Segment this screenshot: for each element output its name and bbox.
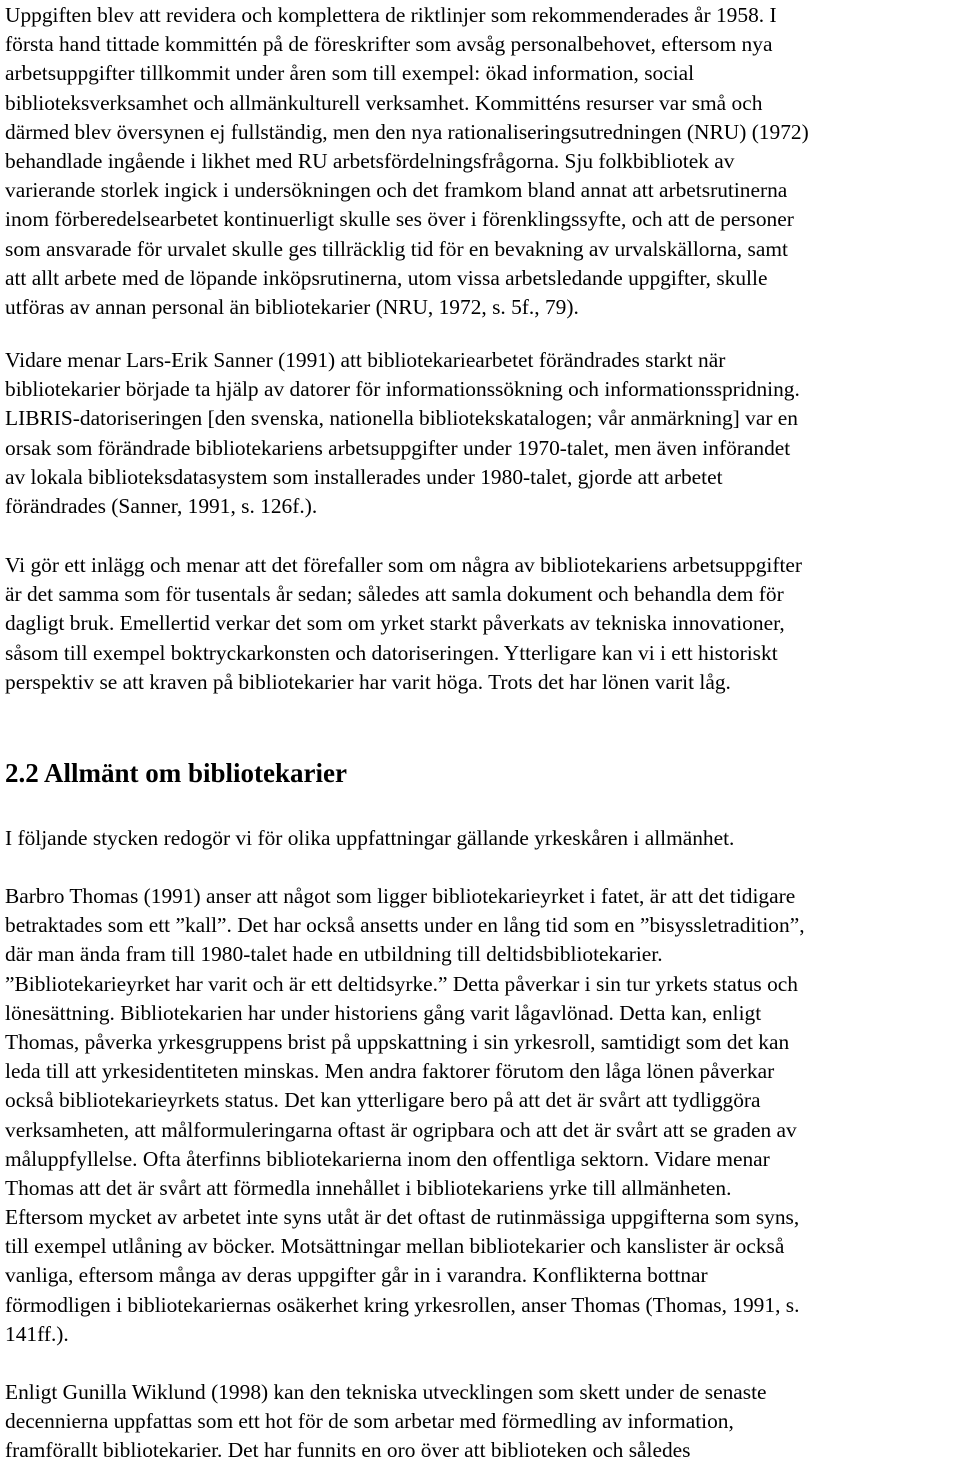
text-line: perspektiv se att kraven på bibliotekarier har varit höga. Trots det har lönen varit låg. — [5, 669, 731, 694]
text-line: första hand tittade kommittén på de föreskrifter som avsåg personalbehovet, eftersom nya — [5, 32, 773, 57]
text-line: dagligt bruk. Emellertid verkar det som om yrket starkt påverkats av tekniska innovationer, — [5, 611, 785, 636]
text-line: inom förberedelsearbetet kontinuerligt skulle ses över i förenklingssyfte, och att de personer — [5, 207, 794, 232]
paragraph-sanner — [5, 346, 955, 521]
text-line: varierande storlek ingick i undersökningen och det framkom bland annat att arbetsrutinerna — [5, 178, 788, 203]
text-line: måluppfyllelse. Ofta återfinns bibliotekarierna inom den offentliga sektorn. Vidare menar — [5, 1146, 770, 1171]
text-line: LIBRIS-datoriseringen [den svenska, nationella bibliotekskatalogen; vår anmärkning] var en — [5, 406, 798, 431]
text-line: 141ff.). — [5, 1321, 69, 1346]
text-line: är det samma som för tusentals år sedan; således att samla dokument och behandla dem för — [5, 582, 784, 607]
paragraph-wiklund — [5, 1378, 955, 1464]
text-line: därmed blev översynen ej fullständig, men den nya rationaliseringsutredningen (NRU) (1972) — [5, 119, 809, 144]
text-line: biblioteksverksamhet och allmänkulturell verksamhet. Kommitténs resurser var små och — [5, 90, 763, 115]
text-line: arbetsuppgifter tillkommit under åren som till exempel: ökad information, social — [5, 61, 695, 86]
text-line: Thomas, påverka yrkesgruppens brist på uppskattning i sin yrkesroll, samtidigt som det kan — [5, 1029, 790, 1054]
text-line: behandlade ingående i likhet med RU arbetsfördelningsfrågorna. Sju folkbibliotek av — [5, 148, 735, 173]
text-line: såsom till exempel boktryckarkonsten och datoriseringen. Ytterligare kan vi i ett historiskt — [5, 640, 778, 665]
text-line: att allt arbete med de löpande inköpsrutinerna, utom vissa arbetsledande uppgifter, skulle — [5, 265, 768, 290]
paragraph-revision-guidelines — [5, 1, 955, 322]
paragraph-thomas — [5, 882, 955, 1349]
text-line: som ansvarade för urvalet skulle ges tillräcklig tid för en bevakning av urvalskällorna, samt — [5, 236, 788, 261]
text-line: ”Bibliotekarieyrket har varit och är ett deltidsyrke.” Detta påverkar i sin tur yrkets status och — [5, 971, 798, 996]
text-line: Barbro Thomas (1991) anser att något som ligger bibliotekarieyrket i fatet, är att det tidigare — [5, 884, 796, 908]
text-line: I följande stycken redogör vi för olika uppfattningar gällande yrkeskåren i allmänhet. — [5, 826, 735, 850]
paragraph-our-view — [5, 551, 955, 697]
text-line: orsak som förändrade bibliotekariens arbetsuppgifter under 1970-talet, men även införandet — [5, 435, 791, 460]
text-line: betraktades som ett ”kall”. Det har också ansetts under en lång tid som en ”bisyssletradition”, — [5, 913, 805, 938]
text-line: Enligt Gunilla Wiklund (1998) kan den tekniska utvecklingen som skett under de senaste — [5, 1380, 767, 1404]
text-line: bibliotekarier började ta hjälp av datorer för informationssökning och informationsspridning. — [5, 377, 800, 402]
text-line: förändrades (Sanner, 1991, s. 126f.). — [5, 493, 318, 518]
text-line: utföras av annan personal än bibliotekarier (NRU, 1972, s. 5f., 79). — [5, 294, 579, 319]
section-heading: 2.2 Allmänt om bibliotekarier — [5, 758, 347, 788]
paragraph-section-intro — [5, 824, 955, 853]
text-line: decennierna uppfattas som ett hot för de som arbetar med förmedling av information, — [5, 1409, 734, 1434]
text-line: Thomas att det är svårt att förmedla innehållet i bibliotekariens yrke till allmänheten. — [5, 1175, 732, 1200]
text-line: verksamheten, att målformuleringarna oftast är ogripbara och att det är svårt att se graden av — [5, 1117, 797, 1142]
text-line: framförallt bibliotekarier. Det har funnits en oro över att biblioteken och således — [5, 1438, 691, 1463]
text-line: också bibliotekarieyrkets status. Det kan ytterligare bero på att det är svårt att tydliggöra — [5, 1088, 761, 1113]
text-line: till exempel utlåning av böcker. Motsättningar mellan bibliotekarier och kanslister är också — [5, 1234, 785, 1259]
text-line: Vidare menar Lars-Erik Sanner (1991) att bibliotekariearbetet förändrades starkt när — [5, 348, 726, 372]
text-line: där man ända fram till 1980-talet hade en utbildning till deltidsbibliotekarier. — [5, 942, 663, 967]
text-line: leda till att yrkesidentiteten minskas. Men andra faktorer förutom den låga lönen påverkar — [5, 1059, 775, 1084]
text-line: lönesättning. Bibliotekarien har under historiens gång varit lågavlönad. Detta kan, enligt — [5, 1000, 762, 1025]
text-line: Vi gör ett inlägg och menar att det förefaller som om några av bibliotekariens arbetsuppgifter — [5, 553, 803, 577]
text-line: Uppgiften blev att revidera och komplettera de riktlinjer som rekommenderades år 1958. I — [5, 3, 777, 27]
text-line: vanliga, eftersom många av deras uppgifter går in i varandra. Konflikterna bottnar — [5, 1263, 708, 1288]
text-line: av lokala biblioteksdatasystem som installerades under 1980-talet, gjorde att arbetet — [5, 464, 723, 489]
text-line: Eftersom mycket av arbetet inte syns utåt är det oftast de rutinmässiga uppgifterna som syns, — [5, 1205, 800, 1230]
text-line: förmodligen i bibliotekariernas osäkerhet kring yrkesrollen, anser Thomas (Thomas, 1991, s. — [5, 1292, 800, 1317]
